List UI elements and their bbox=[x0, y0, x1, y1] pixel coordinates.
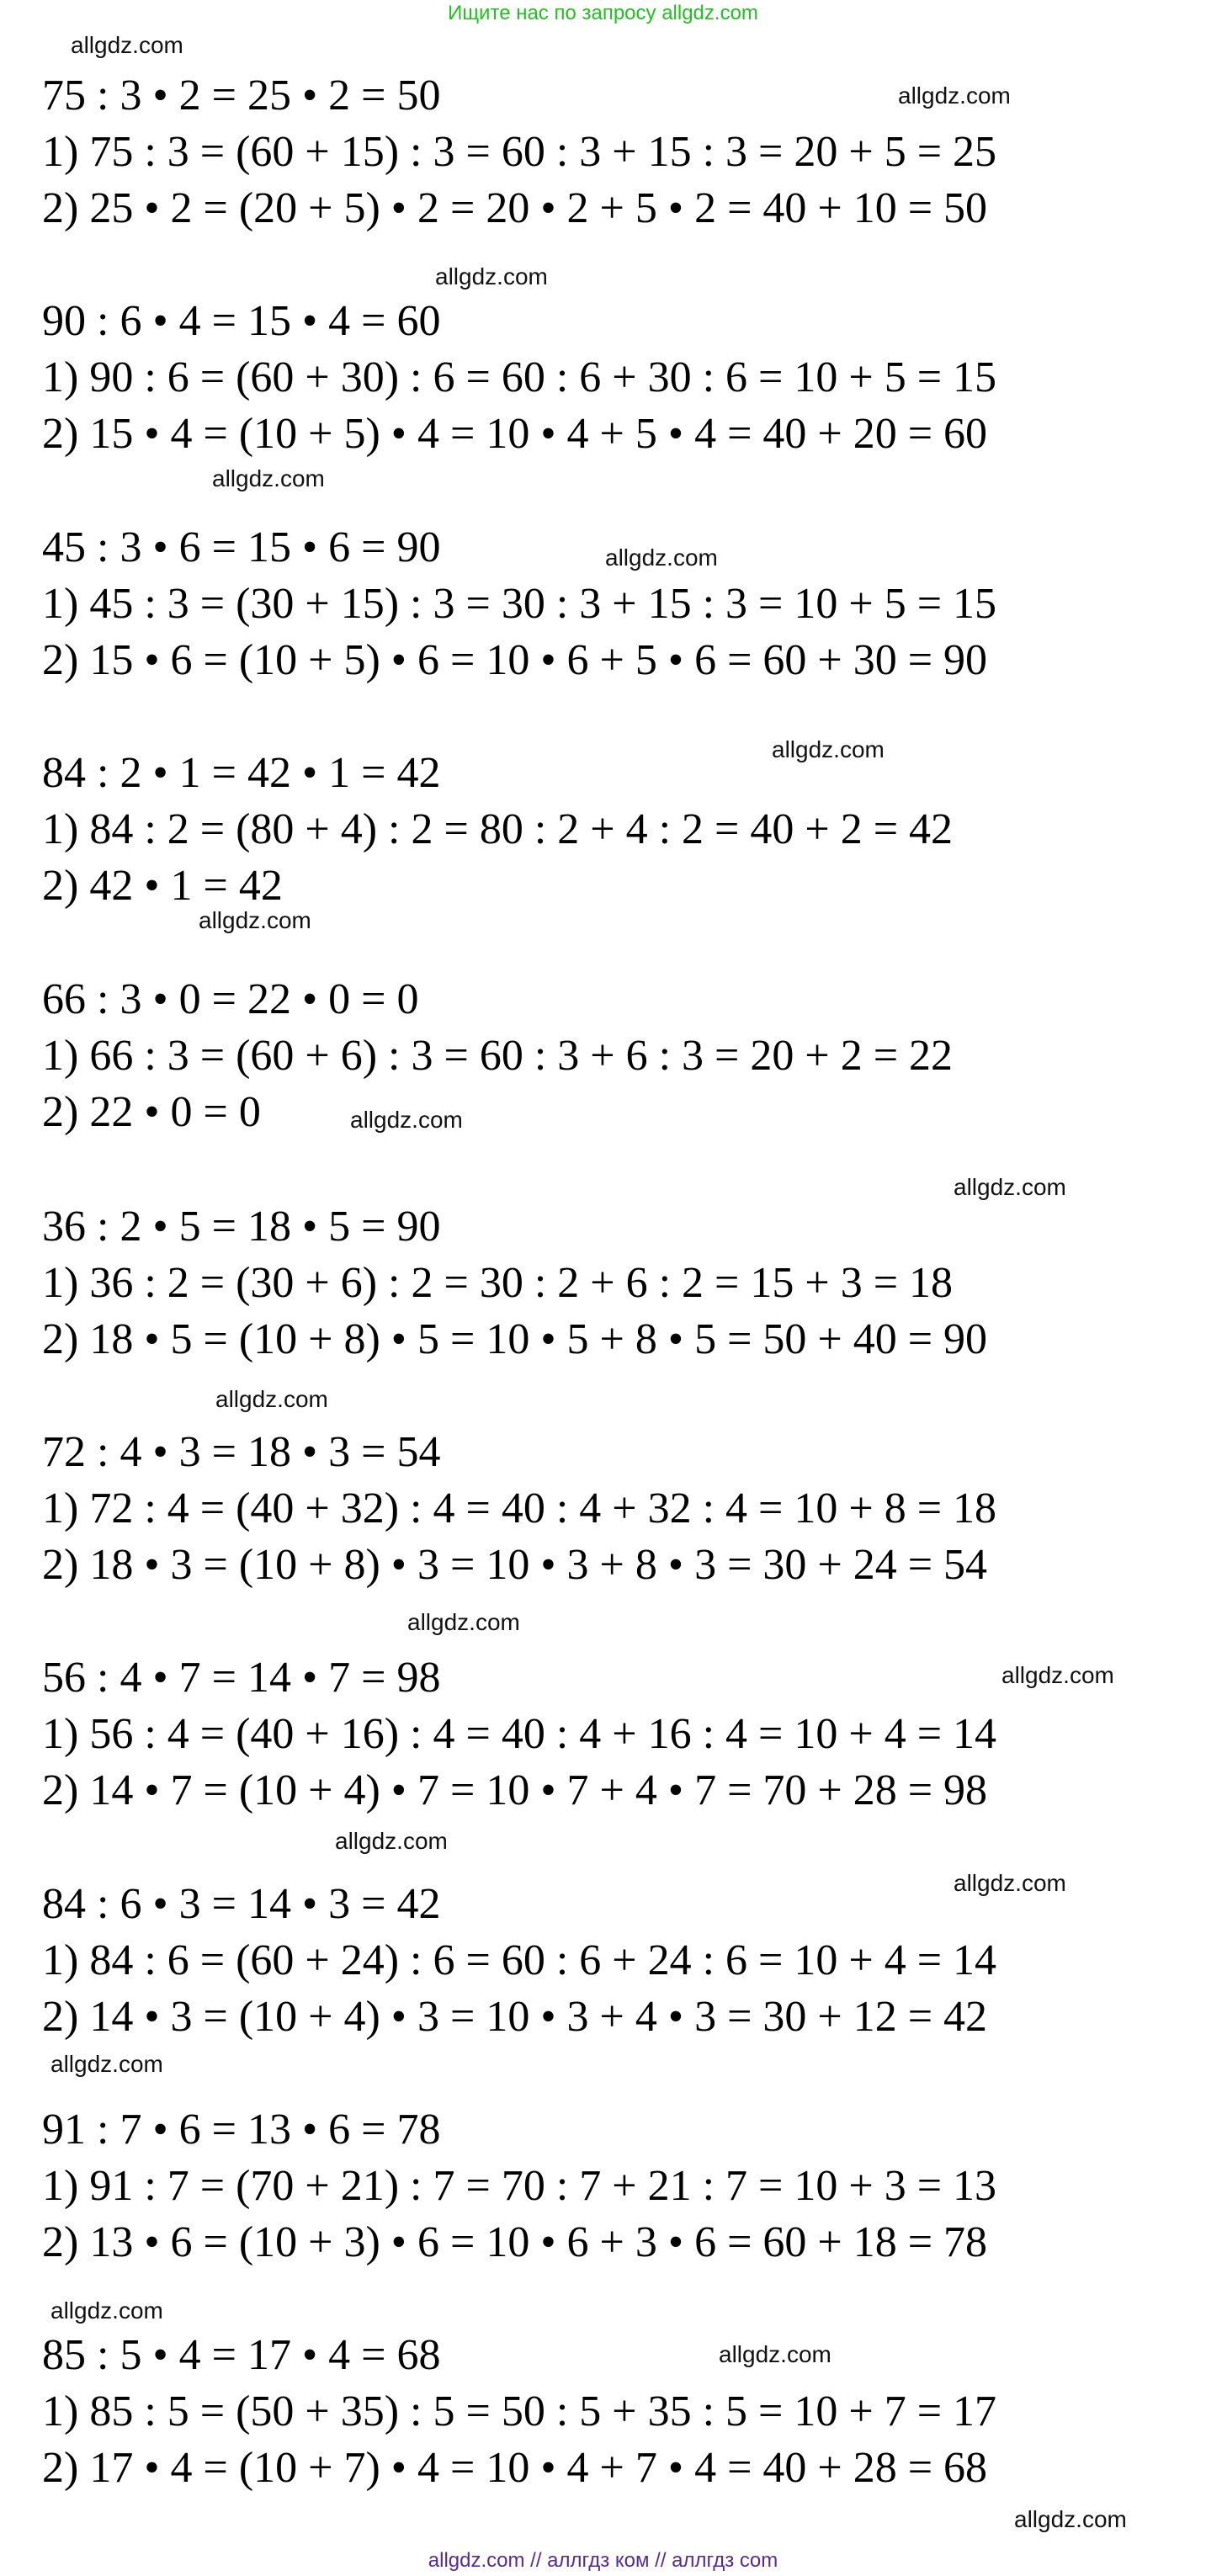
step-two-line: 2) 14 • 3 = (10 + 4) • 3 = 10 • 3 + 4 • 3 = 30 + 12 = 42 bbox=[42, 1993, 988, 2041]
expression-line: 45 : 3 • 6 = 15 • 6 = 90 bbox=[42, 523, 441, 571]
problem-block bbox=[42, 1198, 987, 1368]
watermark: allgdz.com bbox=[50, 2051, 163, 2077]
watermark: allgdz.com bbox=[719, 2341, 831, 2367]
watermark: allgdz.com bbox=[199, 907, 311, 933]
step-one-line: 1) 56 : 4 = (40 + 16) : 4 = 40 : 4 + 16 : 4 = 10 + 4 = 14 bbox=[42, 1710, 997, 1758]
problem-block bbox=[42, 519, 996, 688]
watermark: allgdz.com bbox=[1014, 2506, 1127, 2532]
watermark: allgdz.com bbox=[350, 1107, 463, 1133]
step-one-line: 1) 75 : 3 = (60 + 15) : 3 = 60 : 3 + 15 : 3 = 20 + 5 = 25 bbox=[42, 128, 997, 176]
watermark: allgdz.com bbox=[212, 465, 325, 491]
problem-block bbox=[42, 67, 996, 236]
problem-block bbox=[42, 1876, 996, 2045]
search-banner[interactable]: Ищите нас по запросу allgdz.com bbox=[448, 2, 758, 24]
watermark: allgdz.com bbox=[215, 1386, 328, 1412]
expression-line: 85 : 5 • 4 = 17 • 4 = 68 bbox=[42, 2331, 441, 2379]
step-two-line: 2) 17 • 4 = (10 + 7) • 4 = 10 • 4 + 7 • 4 = 40 + 28 = 68 bbox=[42, 2444, 988, 2492]
step-two-line: 2) 22 • 0 = 0 bbox=[42, 1088, 261, 1136]
step-one-line: 1) 66 : 3 = (60 + 6) : 3 = 60 : 3 + 6 : 3 = 20 + 2 = 22 bbox=[42, 1032, 954, 1080]
step-two-line: 2) 13 • 6 = (10 + 3) • 6 = 10 • 6 + 3 • 6 = 60 + 18 = 78 bbox=[42, 2218, 988, 2266]
expression-line: 75 : 3 • 2 = 25 • 2 = 50 bbox=[42, 72, 441, 120]
step-two-line: 2) 18 • 3 = (10 + 8) • 3 = 10 • 3 + 8 • 3 = 30 + 24 = 54 bbox=[42, 1541, 988, 1589]
expression-line: 72 : 4 • 3 = 18 • 3 = 54 bbox=[42, 1428, 441, 1476]
watermark: allgdz.com bbox=[71, 32, 183, 58]
watermark: allgdz.com bbox=[605, 544, 718, 571]
watermark: allgdz.com bbox=[407, 1609, 520, 1635]
step-one-line: 1) 84 : 6 = (60 + 24) : 6 = 60 : 6 + 24 : 6 = 10 + 4 = 14 bbox=[42, 1936, 997, 1984]
step-two-line: 2) 25 • 2 = (20 + 5) • 2 = 20 • 2 + 5 • 2 = 40 + 10 = 50 bbox=[42, 184, 988, 232]
step-two-line: 2) 18 • 5 = (10 + 8) • 5 = 10 • 5 + 8 • 5 = 50 + 40 = 90 bbox=[42, 1315, 988, 1363]
watermark: allgdz.com bbox=[335, 1828, 448, 1854]
problem-block bbox=[42, 971, 953, 1140]
step-one-line: 1) 90 : 6 = (60 + 30) : 6 = 60 : 6 + 30 : 6 = 10 + 5 = 15 bbox=[42, 353, 997, 401]
step-one-line: 1) 36 : 2 = (30 + 6) : 2 = 30 : 2 + 6 : 2 = 15 + 3 = 18 bbox=[42, 1259, 954, 1307]
watermark: allgdz.com bbox=[435, 263, 548, 289]
problem-block bbox=[42, 293, 996, 462]
footer-links[interactable]: allgdz.com // аллгдз ком // аллгдз com bbox=[428, 2549, 778, 2572]
step-two-line: 2) 15 • 6 = (10 + 5) • 6 = 10 • 6 + 5 • 6 = 60 + 30 = 90 bbox=[42, 636, 988, 684]
watermark: allgdz.com bbox=[954, 1174, 1066, 1200]
problem-block bbox=[42, 2101, 996, 2271]
expression-line: 90 : 6 • 4 = 15 • 4 = 60 bbox=[42, 297, 441, 345]
watermark: allgdz.com bbox=[772, 736, 885, 762]
expression-line: 84 : 6 • 3 = 14 • 3 = 42 bbox=[42, 1880, 441, 1928]
problem-block bbox=[42, 2327, 996, 2496]
watermark: allgdz.com bbox=[954, 1870, 1066, 1896]
step-one-line: 1) 85 : 5 = (50 + 35) : 5 = 50 : 5 + 35 : 5 = 10 + 7 = 17 bbox=[42, 2387, 997, 2435]
step-one-line: 1) 91 : 7 = (70 + 21) : 7 = 70 : 7 + 21 : 7 = 10 + 3 = 13 bbox=[42, 2162, 997, 2210]
watermark: allgdz.com bbox=[1001, 1662, 1114, 1688]
step-two-line: 2) 42 • 1 = 42 bbox=[42, 862, 283, 910]
expression-line: 56 : 4 • 7 = 14 • 7 = 98 bbox=[42, 1654, 441, 1702]
problem-block bbox=[42, 1649, 996, 1819]
expression-line: 84 : 2 • 1 = 42 • 1 = 42 bbox=[42, 749, 441, 797]
watermark: allgdz.com bbox=[898, 82, 1011, 109]
problem-block bbox=[42, 1424, 996, 1593]
step-one-line: 1) 45 : 3 = (30 + 15) : 3 = 30 : 3 + 15 : 3 = 10 + 5 = 15 bbox=[42, 580, 997, 628]
step-two-line: 2) 15 • 4 = (10 + 5) • 4 = 10 • 4 + 5 • 4 = 40 + 20 = 60 bbox=[42, 410, 988, 458]
expression-line: 66 : 3 • 0 = 22 • 0 = 0 bbox=[42, 975, 419, 1023]
problem-block bbox=[42, 745, 953, 914]
step-two-line: 2) 14 • 7 = (10 + 4) • 7 = 10 • 7 + 4 • 7 = 70 + 28 = 98 bbox=[42, 1766, 988, 1814]
expression-line: 91 : 7 • 6 = 13 • 6 = 78 bbox=[42, 2106, 441, 2154]
step-one-line: 1) 72 : 4 = (40 + 32) : 4 = 40 : 4 + 32 : 4 = 10 + 8 = 18 bbox=[42, 1485, 997, 1532]
watermark: allgdz.com bbox=[50, 2297, 163, 2324]
step-one-line: 1) 84 : 2 = (80 + 4) : 2 = 80 : 2 + 4 : 2 = 40 + 2 = 42 bbox=[42, 805, 954, 853]
expression-line: 36 : 2 • 5 = 18 • 5 = 90 bbox=[42, 1203, 441, 1251]
